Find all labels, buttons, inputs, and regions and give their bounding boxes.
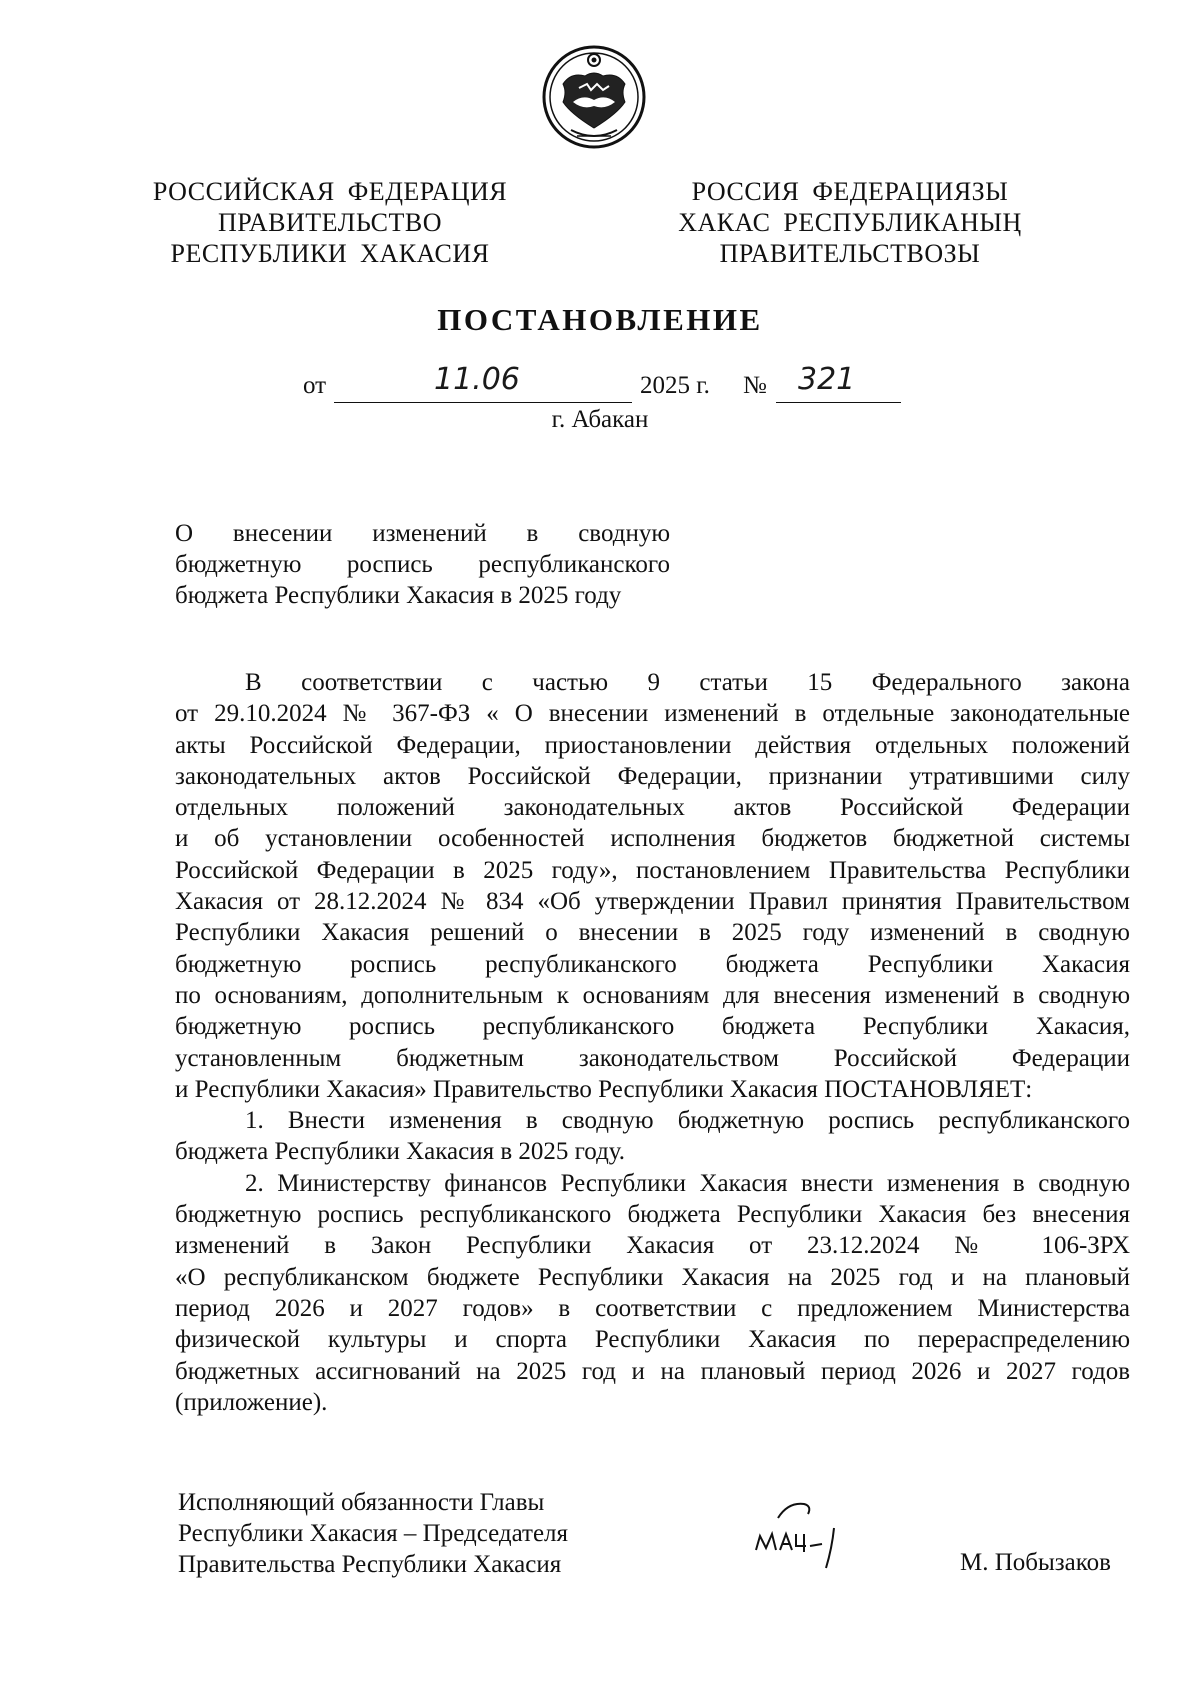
signatory-name: М. Побызаков [960,1549,1111,1576]
header-left-line: РЕСПУБЛИКИ ХАКАСИЯ [170,239,490,268]
body-line: установленным бюджетным законодательством Российской Федерации [175,1044,1130,1072]
handwritten-number: 321 [798,362,856,397]
body-line: физической культуры и спорта Республики Хакасия по перераспределению [175,1326,1130,1354]
body-line: (приложение). [175,1388,328,1416]
date-number-line [0,362,1200,408]
number-field [776,362,901,403]
body-line: бюджетных ассигнований на 2025 год и на плановый период 2026 и 2027 годов [175,1357,1130,1385]
handwritten-signature [748,1488,868,1578]
body-line: по основаниям, дополнительным к основаниям для внесения изменений в сводную [175,981,1130,1009]
body-line: «О республиканском бюджете Республики Хакасия на 2025 год и на плановый [175,1263,1130,1291]
signatory-position-line: Правительства Республики Хакасия [178,1551,562,1578]
handwritten-date: 11.06 [434,362,520,397]
body-line: 2. Министерству финансов Республики Хакасия внести изменения в сводную [245,1169,1130,1197]
header-right-line: РОССИЯ ФЕДЕРАЦИЯЗЫ [691,177,1009,206]
body-line: В соответствии с частью 9 статьи 15 Федерального закона [245,669,1130,696]
document-subject [175,518,670,611]
body-line: законодательных актов Российской Федерации, признании утратившими силу [175,762,1130,790]
body-line: Республики Хакасия решений о внесении в 2025 году изменений в сводную [175,919,1130,947]
body-line: отдельных положений законодательных актов Российской Федерации [175,794,1130,822]
signatory-position-line: Республики Хакасия – Председателя [178,1520,569,1547]
body-line: и Республики Хакасия» Правительство Республики Хакасия ПОСТАНОВЛЯЕТ: [175,1075,1033,1103]
header-left-line: РОССИЙСКАЯ ФЕДЕРАЦИЯ [152,177,508,206]
subject-line: бюджета Республики Хакасия в 2025 году [175,582,622,609]
body-line: и об установлении особенностей исполнения бюджетов бюджетной системы [175,825,1130,853]
subject-line: О внесении изменений в сводную [175,520,670,547]
coat-of-arms-emblem [541,44,647,150]
body-line: акты Российской Федерации, приостановлении действия отдельных положений [175,731,1130,759]
document-body [175,667,1130,1418]
body-line: бюджета Республики Хакасия в 2025 году. [175,1138,626,1166]
header-right-line: ХАКАС РЕСПУБЛИКАНЫҢ [678,208,1022,237]
signatory-position-line: Исполняющий обязанности Главы [178,1489,545,1516]
header-left-block [130,176,530,269]
header-right-block [650,176,1050,269]
date-year: 2025 г. [640,372,710,399]
body-line: бюджетную роспись республиканского бюджета Республики Хакасия [175,950,1130,978]
body-line: от 29.10.2024 № 367-ФЗ « О внесении изменений в отдельные законодательные [175,700,1130,728]
body-line: изменений в Закон Республики Хакасия от 23.12.2024 № 106-ЗРХ [175,1232,1130,1260]
body-line: 1. Внести изменения в сводную бюджетную роспись республиканского [245,1107,1130,1135]
body-line: Хакасия от 28.12.2024 № 834 «Об утверждении Правил принятия Правительством [175,888,1130,916]
signatory-position [178,1487,568,1580]
date-field [334,362,632,403]
header-right-line: ПРАВИТЕЛЬСТВОЗЫ [719,239,981,268]
subject-line: бюджетную роспись республиканского [175,551,670,578]
number-sign: № [743,372,767,399]
body-line: бюджетную роспись республиканского бюджета Республики Хакасия, [175,1013,1130,1041]
body-line: бюджетную роспись республиканского бюджета Республики Хакасия без внесения [175,1201,1130,1229]
city-name: г. Абакан [551,406,649,433]
body-line: период 2026 и 2027 годов» в соответствии с предложением Министерства [175,1294,1130,1322]
header-left-line: ПРАВИТЕЛЬСТВО [218,208,442,237]
document-type-title: ПОСТАНОВЛЕНИЕ [437,302,763,337]
body-line: Российской Федерации в 2025 году», постановлением Правительства Республики [175,856,1130,884]
date-prefix: от [303,372,327,399]
